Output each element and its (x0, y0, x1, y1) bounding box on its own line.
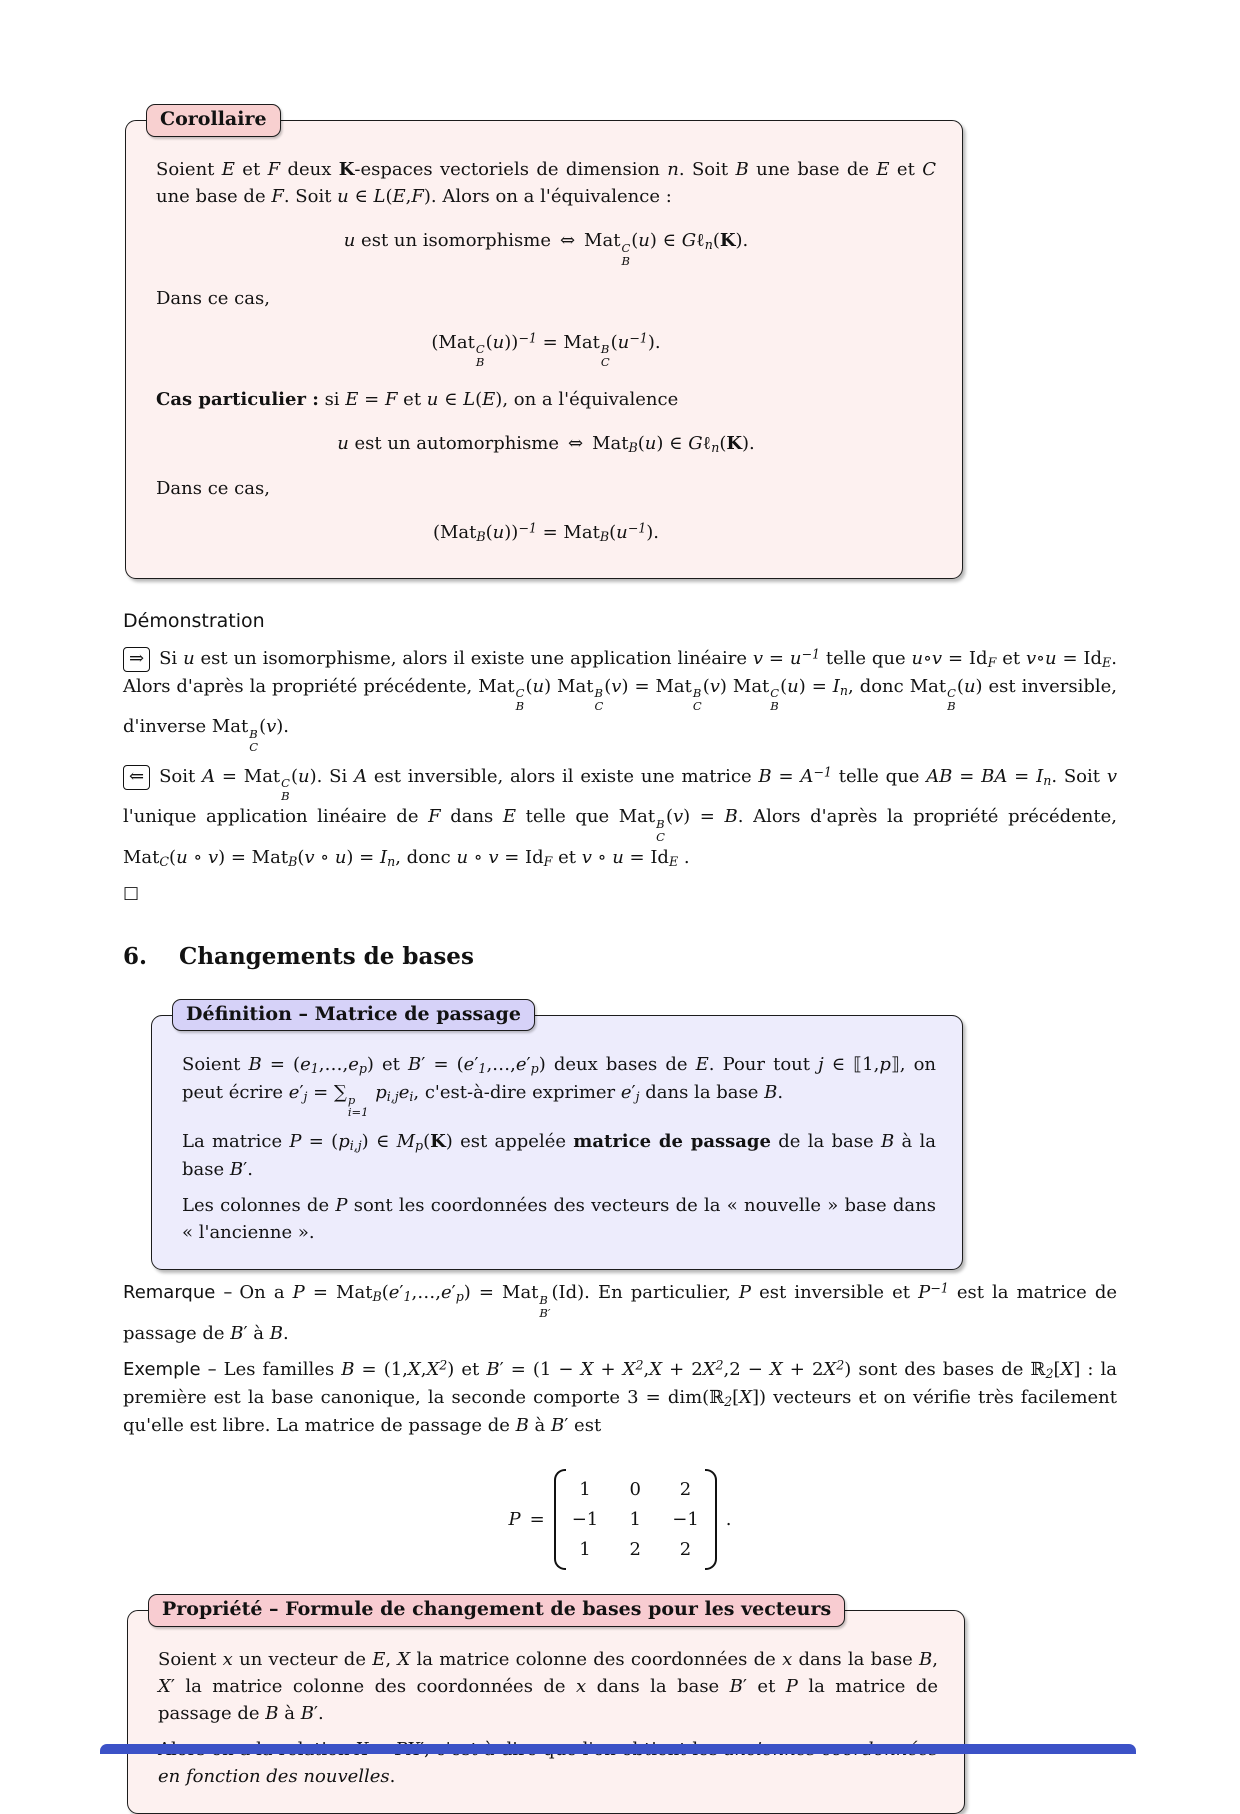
matrix-cell: 1 (629, 1509, 641, 1530)
matrix-cell: 2 (679, 1479, 692, 1500)
matrix-cell: 2 (629, 1539, 641, 1560)
qed-symbol: □ (123, 882, 140, 903)
proof-backward-text: Soit A = Mat C B (u). Si A est inversible, alors il existe une matrice $B = A^{-1}$ telle que AB = BA = In. Soit v l'unique application linéaire de F dans E telle que Mat B C (v) = B. Alors d'après la propriété précédente, MatC(u ∘ v) = MatB(v ∘ u) = In, donc u ∘ v = IdF et v ∘ u = IdE . (123, 764, 1117, 869)
corollaire-equation-isomorphisme: u est un isomorphisme ⇔ Mat C B (u) ∈ Gℓn(K). (343, 230, 749, 268)
matrix-equation (123, 1469, 1117, 1570)
proof-forward-paragraph (123, 645, 1117, 754)
matrix-cell: 1 (579, 1479, 591, 1500)
corollaire-box (125, 108, 963, 579)
matrix-cell: −1 (571, 1509, 599, 1530)
matrix-period: . (725, 1509, 732, 1530)
matrix-P (554, 1469, 717, 1570)
matrix-grid (568, 1473, 703, 1566)
matrix-cell: −1 (672, 1509, 699, 1530)
remarque-label: Remarque – (123, 1282, 233, 1304)
propriete-box (127, 1598, 965, 1814)
matrix-cell: 0 (629, 1479, 641, 1500)
proof-forward-text: Si u est un isomorphisme, alors il existe une application linéaire $v = u^{-1}$ telle que u∘v = IdF et v∘u = IdE. Alors d'après la propriété précédente, Mat C B (u) Mat B C (v) = Mat B C (v) Mat C B (u) = In, donc Mat C B (u) est inversible, d'inverse Mat B C (v). (123, 645, 1118, 754)
propriete-paragraph-relation: en fonction des nouvelles. (158, 1766, 396, 1787)
definition-box (151, 1002, 963, 1271)
corollaire-dans-ce-cas-2: Dans ce cas, (156, 478, 270, 500)
matrix-lhs: P (508, 1509, 521, 1530)
proof-backward-paragraph (123, 763, 1117, 872)
footer-bar (100, 1744, 1136, 1754)
definition-paragraph-colonnes: Les colonnes de P sont les coordonnées des vecteurs de la « nouvelle » base dans « l'ancienne ». (182, 1195, 936, 1244)
exemple-label: Exemple – (123, 1358, 217, 1380)
matrix-cell: 1 (579, 1539, 591, 1560)
definition-paragraph-matrice: La matrice P = (pi,j) ∈ Mp(K) est appelée matrice de passage de la base B à la base B′. (182, 1131, 936, 1181)
corollaire-cas-particulier: Cas particulier : si E = F et u ∈ L(E), on a l'équivalence (156, 389, 679, 411)
section-title: Changements de bases (179, 943, 474, 971)
propriete-title: Propriété – Formule de changement de bases pour les vecteurs (148, 1594, 845, 1627)
matrix-cell: 2 (679, 1539, 692, 1560)
matrix-equals-sign: = (529, 1509, 545, 1530)
section-number: 6. (123, 943, 148, 971)
exemple-text: Les familles $B = (1,X,X^2)$ et $B' = (1 - X + X^2,X + 2X^2,2 - X + 2X^2)$ sont des bases de ℝ2[X] : la première est la base canonique, la seconde comporte 3 = dim(ℝ2[X]) vecteurs et on vérifie très facilement qu'elle est libre. La matrice de passage de B à B′ est (123, 1357, 1118, 1436)
definition-title: Définition – Matrice de passage (172, 999, 535, 1032)
corollaire-equation-inverse-2: (MatB(u))$^{-1}$ = $MatB(u^{-1})$. (432, 520, 660, 545)
corollaire-dans-ce-cas-1: Dans ce cas, (156, 287, 270, 309)
corollaire-equation-automorphisme: u est un automorphisme ⇔ MatB(u) ∈ Gℓn(K). (337, 433, 755, 456)
exemple-paragraph (123, 1356, 1117, 1439)
corollaire-equation-inverse-1: (Mat C B (u))$^{-1}$ = Mat B C $(u^{-1})$. (431, 329, 661, 370)
corollaire-title: Corollaire (146, 104, 281, 137)
propriete-paragraph-soient: Soient x un vecteur de E, X la matrice colonne des coordonnées de x dans la base B, X′ la matrice colonne des coordonnées de x dans la base B′ et P la matrice de passage de B à B′. (158, 1649, 939, 1724)
implies-icon: ⇒ (123, 647, 150, 673)
corollaire-statement: Soient E et F deux K-espaces vectoriels de dimension n. Soit B une base de E et C une base de F. Soit u ∈ L(E,F). Alors on a l'équivalence : (156, 159, 936, 207)
remarque-text: On a P = MatB(e′1,…,e′p) = Mat B B′ (Id). En particulier, P est inversible et $P^{-1}$ est la matrice de passage de B′ à B. (123, 1280, 1117, 1344)
implied-by-icon: ⇐ (123, 765, 150, 791)
demonstration-heading: Démonstration (123, 610, 265, 633)
remarque-paragraph (123, 1279, 1117, 1347)
definition-paragraph-bases: Soient B = (e1,…,ep) et B′ = (e′1,…,e′p) deux bases de E. Pour tout j ∈ ⟦1,p⟧, on peut écrire e′j = ∑ p i=1 pi,jei, c'est-à-dire exprimer e′j dans la base B. (182, 1053, 937, 1120)
section-heading (123, 940, 1117, 975)
